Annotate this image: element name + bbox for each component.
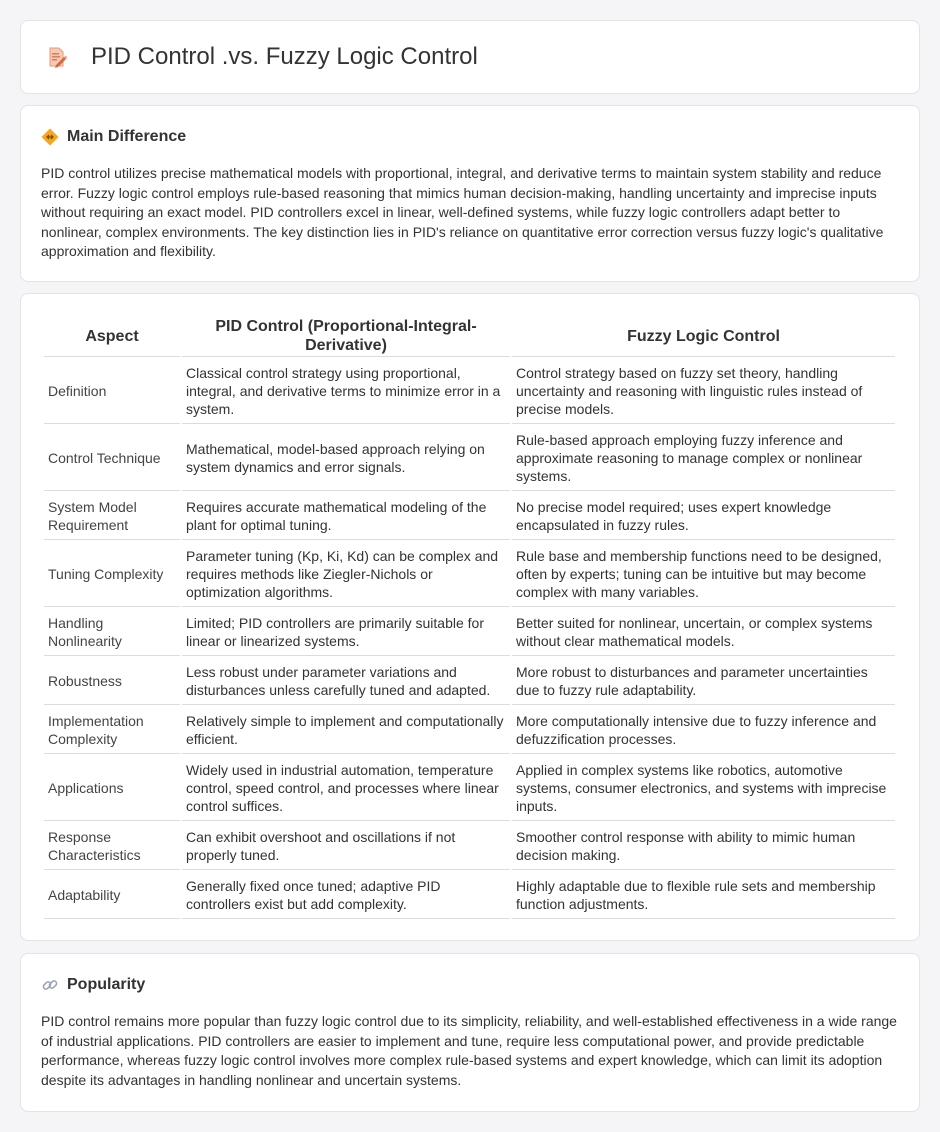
fuzzy-cell: Highly adaptable due to flexible rule sets and membership function adjustments.	[512, 872, 895, 919]
table-row	[44, 609, 895, 656]
pid-cell: Requires accurate mathematical modeling of the plant for optimal tuning.	[182, 493, 510, 540]
fuzzy-cell: Rule-based approach employing fuzzy inference and approximate reasoning to manage complex or nonlinear systems.	[512, 426, 895, 491]
aspect-cell: Definition	[44, 359, 180, 424]
pid-cell: Limited; PID controllers are primarily suitable for linear or linearized systems.	[182, 609, 510, 656]
aspect-cell: Adaptability	[44, 872, 180, 919]
table-row	[44, 493, 895, 540]
table-row	[44, 756, 895, 821]
aspect-cell: Handling Nonlinearity	[44, 609, 180, 656]
fuzzy-cell: Rule base and membership functions need to be designed, often by experts; tuning can be intuitive but may become complex with many variables.	[512, 542, 895, 607]
aspect-cell: Applications	[44, 756, 180, 821]
aspect-cell: Control Technique	[44, 426, 180, 491]
table-row	[44, 707, 895, 754]
table-row	[44, 426, 895, 491]
table-row	[44, 359, 895, 424]
page-title: PID Control .vs. Fuzzy Logic Control	[91, 43, 478, 70]
link-icon	[41, 976, 59, 994]
popularity-title: Popularity	[67, 976, 146, 993]
table-row	[44, 658, 895, 705]
fuzzy-cell: Better suited for nonlinear, uncertain, or complex systems without clear mathematical models.	[512, 609, 895, 656]
column-header-pid: PID Control (Proportional-Integral-Derivative)	[182, 316, 510, 357]
fuzzy-cell: Applied in complex systems like robotics, automotive systems, consumer electronics, and systems with imprecise inputs.	[512, 756, 895, 821]
pid-cell: Mathematical, model-based approach relying on system dynamics and error signals.	[182, 426, 510, 491]
table-row	[44, 542, 895, 607]
pid-cell: Parameter tuning (Kp, Ki, Kd) can be complex and requires methods like Ziegler-Nichols or optimization algorithms.	[182, 542, 510, 607]
popularity-text: PID control remains more popular than fuzzy logic control due to its simplicity, reliability, and well-established effectiveness in a wide range of industrial applications. PID controllers are easier to implement and tune, require less computational power, and provide predictable performance, whereas fuzzy logic control involves more complex rule-based systems and expert knowledge, which can limit its adoption despite its advantages in handling nonlinear and uncertain systems.	[41, 1013, 897, 1088]
table-header-row	[44, 316, 895, 357]
header-card	[20, 20, 920, 94]
fuzzy-cell: No precise model required; uses expert knowledge encapsulated in fuzzy rules.	[512, 493, 895, 540]
main-difference-section	[20, 105, 920, 282]
main-difference-text: PID control utilizes precise mathematical models with proportional, integral, and derivative terms to maintain system stability and reduce error. Fuzzy logic control employs rule-based reasoning that mimics human decision-making, handling uncertainty and imprecise inputs without requiring an exact model. PID controllers excel in linear, well-defined systems, while fuzzy logic controllers adapt better to nonlinear, complex environments. The key distinction lies in PID's reliance on quantitative error correction versus fuzzy logic's qualitative approximation and flexibility.	[41, 165, 884, 259]
aspect-cell: Tuning Complexity	[44, 542, 180, 607]
table-row	[44, 823, 895, 870]
pid-cell: Relatively simple to implement and computationally efficient.	[182, 707, 510, 754]
pid-cell: Widely used in industrial automation, temperature control, speed control, and processes where linear control suffices.	[182, 756, 510, 821]
fuzzy-cell: Smoother control response with ability to mimic human decision making.	[512, 823, 895, 870]
comparison-table-section	[20, 293, 920, 941]
aspect-cell: Response Characteristics	[44, 823, 180, 870]
table-row	[44, 872, 895, 919]
aspect-cell: Implementation Complexity	[44, 707, 180, 754]
fuzzy-cell: Control strategy based on fuzzy set theory, handling uncertainty and reasoning with linguistic rules instead of precise models.	[512, 359, 895, 424]
aspect-cell: Robustness	[44, 658, 180, 705]
aspect-cell: System Model Requirement	[44, 493, 180, 540]
column-header-aspect: Aspect	[44, 316, 180, 357]
document-pencil-icon	[45, 45, 69, 69]
fuzzy-cell: More computationally intensive due to fuzzy inference and defuzzification processes.	[512, 707, 895, 754]
popularity-section	[20, 953, 920, 1112]
diamond-arrows-icon	[41, 128, 59, 146]
fuzzy-cell: More robust to disturbances and parameter uncertainties due to fuzzy rule adaptability.	[512, 658, 895, 705]
column-header-fuzzy: Fuzzy Logic Control	[512, 316, 895, 357]
comparison-table	[42, 314, 897, 921]
main-difference-title: Main Difference	[67, 128, 187, 145]
pid-cell: Less robust under parameter variations and disturbances unless carefully tuned and adapted.	[182, 658, 510, 705]
pid-cell: Can exhibit overshoot and oscillations if not properly tuned.	[182, 823, 510, 870]
pid-cell: Classical control strategy using proportional, integral, and derivative terms to minimize error in a system.	[182, 359, 510, 424]
pid-cell: Generally fixed once tuned; adaptive PID controllers exist but add complexity.	[182, 872, 510, 919]
